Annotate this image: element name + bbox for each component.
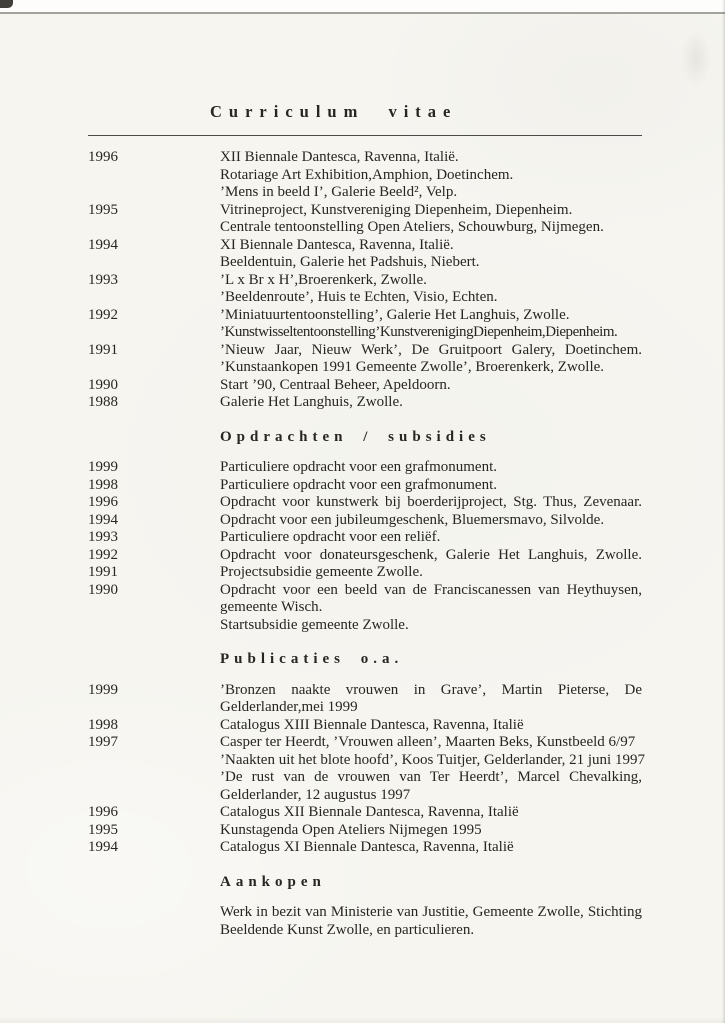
cv-entry bbox=[88, 459, 642, 477]
entry-lines bbox=[220, 202, 642, 237]
entry-year: 1988 bbox=[88, 394, 118, 410]
cv-entry bbox=[88, 682, 642, 717]
title-rule bbox=[88, 135, 642, 136]
cv-entry bbox=[88, 494, 642, 512]
entry-lines bbox=[220, 682, 642, 717]
entry-line: ’Kunstwisseltentoonstelling’KunstverenigingDiepenheim,Diepenheim. bbox=[220, 324, 618, 340]
entry-year bbox=[88, 904, 220, 939]
cv-sections bbox=[88, 149, 645, 939]
entry-lines bbox=[220, 494, 642, 512]
entry-line: ’Bronzen naakte vrouwen in Grave’, Martin Pieterse, De bbox=[220, 681, 642, 698]
cv-entry bbox=[88, 477, 642, 495]
entry-lines bbox=[220, 822, 642, 840]
entry-lines bbox=[220, 307, 642, 342]
entry-line: ’L x Br x H’,Broerenkerk, Zwolle. bbox=[220, 271, 427, 288]
entry-lines bbox=[220, 149, 642, 202]
entry-line: Vitrineproject, Kunstvereniging Diepenheim, Diepenheim. bbox=[220, 201, 573, 218]
entry-year: 1994 bbox=[88, 511, 118, 528]
entry-line: ’Miniatuurtentoonstelling’, Galerie Het Langhuis, Zwolle. bbox=[220, 306, 570, 323]
entry-lines bbox=[220, 272, 642, 307]
cv-entry bbox=[88, 822, 642, 840]
entry-year: 1991 bbox=[88, 341, 118, 358]
cv-entry bbox=[88, 394, 642, 412]
entry-line: ’Naakten uit het blote hoofd’, Koos Tuitjer, Gelderlander, 21 juni 1997 bbox=[220, 751, 645, 768]
entry-line: Particuliere opdracht voor een reliëf. bbox=[220, 529, 441, 545]
entry-lines bbox=[220, 529, 642, 547]
page-edge-shadow-bottom bbox=[0, 1017, 725, 1023]
entry-line: Projectsubsidie gemeente Zwolle. bbox=[220, 564, 423, 580]
entry-lines bbox=[220, 512, 642, 530]
section-commissions-subsidies bbox=[88, 429, 642, 635]
cv-entry bbox=[88, 804, 642, 822]
entry-line: ’Nieuw Jaar, Nieuw Werk’, De Gruitpoort Galery, Doetinchem. bbox=[220, 341, 642, 358]
entry-year: 1995 bbox=[88, 821, 118, 838]
entry-line: Opdracht voor donateursgeschenk, Galerie Het Langhuis, Zwolle. bbox=[220, 546, 642, 563]
page-title: Curriculum vitae bbox=[210, 102, 458, 121]
entry-year: 1994 bbox=[88, 839, 118, 855]
cv-entry bbox=[88, 904, 642, 939]
cv-entry bbox=[88, 237, 642, 272]
entry-lines bbox=[220, 904, 642, 939]
entry-line: Casper ter Heerdt, ’Vrouwen alleen’, Maarten Beks, Kunstbeeld 6/97 bbox=[220, 734, 636, 750]
entry-lines bbox=[220, 377, 642, 395]
entry-line: Catalogus XI Biennale Dantesca, Ravenna, Italië bbox=[220, 839, 514, 855]
entry-line: ’Kunstaankopen 1991 Gemeente Zwolle’, Broerenkerk, Zwolle. bbox=[220, 359, 605, 375]
cv-entry bbox=[88, 717, 642, 735]
entry-lines bbox=[220, 459, 642, 477]
entry-line: XI Biennale Dantesca, Ravenna, Italië. bbox=[220, 236, 454, 253]
entry-line: Start ’90, Centraal Beheer, Apeldoorn. bbox=[220, 376, 451, 393]
entry-year: 1995 bbox=[88, 201, 118, 218]
entry-year: 1998 bbox=[88, 476, 118, 493]
entry-year: 1993 bbox=[88, 529, 118, 545]
entry-line: Catalogus XIII Biennale Dantesca, Ravenna, Italië bbox=[220, 716, 524, 733]
entry-line: Centrale tentoonstelling Open Ateliers, Schouwburg, Nijmegen. bbox=[220, 219, 604, 235]
entry-year: 1992 bbox=[88, 306, 118, 323]
entry-line: Particuliere opdracht voor een grafmonument. bbox=[220, 476, 497, 493]
entry-line: Gelderlander,mei 1999 bbox=[220, 699, 358, 715]
entry-lines bbox=[220, 564, 642, 582]
entry-year: 1991 bbox=[88, 564, 118, 580]
entry-line: Kunstagenda Open Ateliers Nijmegen 1995 bbox=[220, 821, 482, 838]
entry-line: ’Beeldenroute’, Huis te Echten, Visio, Echten. bbox=[220, 289, 498, 305]
entry-year: 1997 bbox=[88, 734, 118, 750]
entry-line: Gelderlander, 12 augustus 1997 bbox=[220, 786, 411, 803]
section-acquisitions bbox=[88, 874, 642, 940]
entry-line: Beeldentuin, Galerie het Padshuis, Niebert. bbox=[220, 254, 480, 270]
entry-line: Opdracht voor kunstwerk bij boerderijproject, Stg. Thus, Zevenaar. bbox=[220, 494, 642, 510]
section-heading: Aankopen bbox=[220, 873, 326, 890]
cv-entry bbox=[88, 342, 642, 377]
entry-line: Opdracht voor een beeld van de Franciscanessen van Heythuysen, bbox=[220, 581, 642, 598]
entry-line: gemeente Wisch. bbox=[220, 599, 323, 615]
section-exhibitions bbox=[88, 149, 642, 412]
entry-line: Werk in bezit van Ministerie van Justitie, Gemeente Zwolle, Stichting bbox=[220, 904, 642, 920]
entry-year: 1994 bbox=[88, 236, 118, 253]
entry-line: Startsubsidie gemeente Zwolle. bbox=[220, 616, 409, 633]
entry-lines bbox=[220, 582, 642, 635]
cv-entry bbox=[88, 582, 642, 635]
entry-lines bbox=[220, 342, 642, 377]
cv-entry bbox=[88, 272, 642, 307]
entry-lines bbox=[220, 839, 642, 857]
entry-lines bbox=[220, 477, 642, 495]
entry-lines bbox=[220, 804, 642, 822]
section-publications bbox=[88, 651, 645, 857]
entry-lines bbox=[220, 717, 642, 735]
entry-line: Rotariage Art Exhibition,Amphion, Doetinchem. bbox=[220, 166, 514, 183]
entry-lines bbox=[220, 237, 642, 272]
entry-year: 1996 bbox=[88, 494, 118, 510]
entry-year: 1990 bbox=[88, 376, 118, 393]
cv-entry bbox=[88, 839, 642, 857]
cv-entry bbox=[88, 377, 642, 395]
entry-line: XII Biennale Dantesca, Ravenna, Italië. bbox=[220, 149, 459, 165]
entry-line: ’Mens in beeld I’, Galerie Beeld², Velp. bbox=[220, 184, 458, 200]
entry-line: Catalogus XII Biennale Dantesca, Ravenna, Italië bbox=[220, 804, 519, 820]
entry-year: 1999 bbox=[88, 459, 118, 475]
section-heading: Opdrachten / subsidies bbox=[220, 428, 491, 445]
entry-year: 1990 bbox=[88, 581, 118, 598]
cv-entry bbox=[88, 547, 642, 565]
entry-year: 1996 bbox=[88, 149, 118, 165]
cv-entry bbox=[88, 734, 645, 804]
cv-entry bbox=[88, 307, 642, 342]
entry-line: Particuliere opdracht voor een grafmonument. bbox=[220, 459, 497, 475]
entry-lines bbox=[220, 734, 645, 804]
entry-year: 1999 bbox=[88, 681, 118, 698]
entry-year: 1998 bbox=[88, 716, 118, 733]
cv-entry bbox=[88, 529, 642, 547]
entry-year: 1996 bbox=[88, 804, 118, 820]
cv-entry bbox=[88, 202, 642, 237]
section-heading: Publicaties o.a. bbox=[220, 651, 404, 667]
entry-line: Beeldende Kunst Zwolle, en particulieren. bbox=[220, 921, 475, 938]
entry-lines bbox=[220, 394, 642, 412]
entry-year: 1992 bbox=[88, 546, 118, 563]
entry-line: Galerie Het Langhuis, Zwolle. bbox=[220, 394, 403, 410]
entry-lines bbox=[220, 547, 642, 565]
entry-year: 1993 bbox=[88, 271, 118, 288]
entry-line: ’De rust van de vrouwen van Ter Heerdt’, Marcel Chevalking, bbox=[220, 769, 642, 785]
cv-entry bbox=[88, 149, 642, 202]
cv-entry bbox=[88, 512, 642, 530]
cv-entry bbox=[88, 564, 642, 582]
entry-line: Opdracht voor een jubileumgeschenk, Bluemersmavo, Silvolde. bbox=[220, 511, 605, 528]
